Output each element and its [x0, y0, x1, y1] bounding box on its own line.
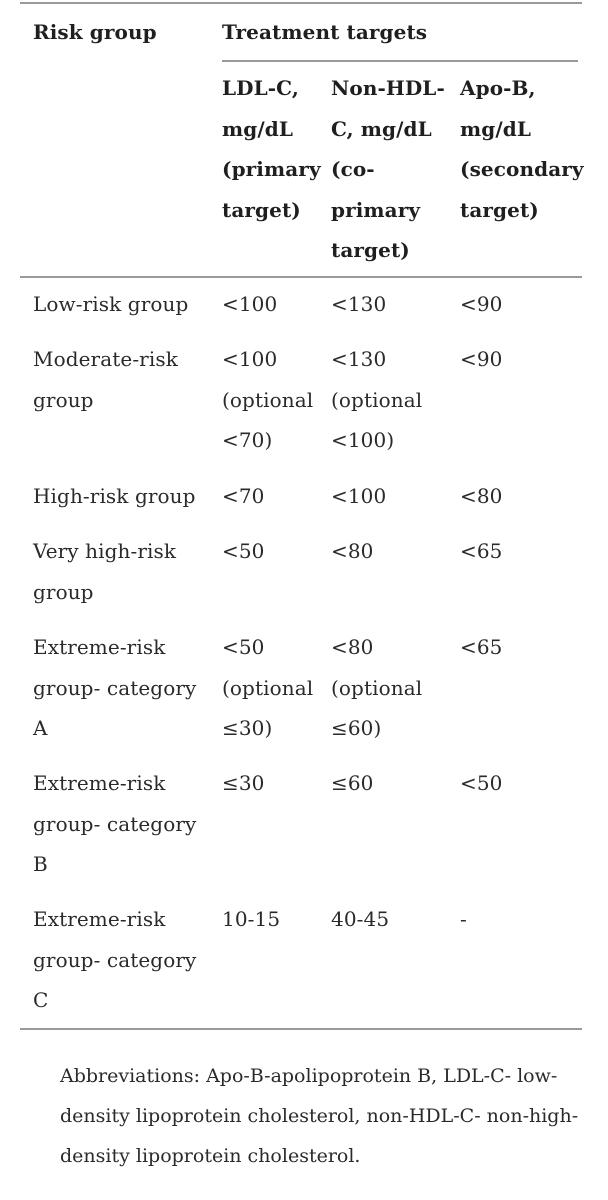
- row-extreme-risk-a-group: [33, 627, 196, 749]
- row-extreme-risk-b-nonhdl: [331, 763, 374, 804]
- table-top-rule: [20, 2, 582, 4]
- row-high-risk-nonhdl: [331, 476, 386, 517]
- row-extreme-risk-a-nonhdl: [331, 627, 422, 749]
- abbreviations-footnote: Abbreviations: Apo-B-apolipoprotein B, LDL-C- low-density lipoprotein cholesterol, non-HDL-C- non-high-density lipoprotein cholesterol.: [60, 1065, 579, 1167]
- row-high-risk-group: [33, 476, 196, 517]
- header-bottom-rule: [20, 276, 582, 278]
- row-low-risk-group: [33, 284, 188, 325]
- nonhdl-value-line: ≤60: [331, 771, 374, 795]
- row-extreme-risk-c-nonhdl: [331, 899, 389, 940]
- header-treatment-targets: Treatment targets: [222, 20, 428, 44]
- ldl-value-line: <50: [222, 539, 265, 563]
- nonhdl-value-line: <80: [331, 539, 374, 563]
- ldl-value-line: <50: [222, 635, 265, 659]
- risk-group-line: B: [33, 852, 48, 876]
- apob-value-line: <90: [460, 347, 503, 371]
- row-low-risk-nonhdl: [331, 284, 386, 325]
- nonhdl-value-line: <100: [331, 484, 387, 508]
- nonhdl-value-line: <130: [331, 292, 387, 316]
- apob-value-line: <50: [460, 771, 503, 795]
- risk-group-line: High-risk group: [33, 484, 196, 508]
- ldl-value-line: <70: [222, 484, 265, 508]
- nonhdl-value-line: (optional: [331, 675, 423, 700]
- nonhdl-value-line: (optional: [331, 387, 423, 412]
- header-ldl-c-line: target): [222, 197, 301, 222]
- risk-group-line: Moderate-risk: [33, 347, 178, 371]
- risk-group-line: C: [33, 988, 49, 1012]
- nonhdl-value-line: <130: [331, 347, 387, 371]
- header-ldl-c-line: (primary: [222, 157, 321, 181]
- header-apo-b-line: (secondary: [460, 157, 584, 181]
- ldl-value-line: <100: [222, 292, 278, 316]
- header-apo-b-line: Apo-B,: [460, 76, 536, 100]
- nonhdl-value-line: <100): [331, 428, 395, 452]
- apob-value-line: <90: [460, 292, 503, 316]
- apob-value-line: -: [460, 907, 467, 931]
- header-ldl-c-line: LDL-C,: [222, 76, 299, 100]
- risk-group-line: Low-risk group: [33, 292, 189, 316]
- table-bottom-rule: [20, 1028, 582, 1030]
- header-non-hdl-c-line: C, mg/dL: [331, 116, 432, 141]
- apob-value-line: <80: [460, 484, 503, 508]
- risk-group-line: Extreme-risk: [33, 771, 166, 795]
- ldl-value-line: ≤30): [222, 716, 273, 740]
- row-very-high-risk-ldl: [222, 531, 265, 572]
- row-extreme-risk-c-ldl: [222, 899, 280, 940]
- header-ldl-c: [222, 68, 321, 230]
- ldl-value-line: (optional: [222, 387, 314, 412]
- row-very-high-risk-apob: [460, 531, 503, 572]
- row-high-risk-ldl: [222, 476, 265, 517]
- header-ldl-c-line: mg/dL: [222, 116, 293, 141]
- ldl-value-line: <70): [222, 428, 273, 452]
- header-non-hdl-c-line: primary: [331, 197, 421, 222]
- row-extreme-risk-a-ldl: [222, 627, 313, 749]
- risk-group-line: group: [33, 579, 94, 604]
- risk-group-line: Extreme-risk: [33, 907, 166, 931]
- header-non-hdl-c-line: target): [331, 238, 410, 262]
- row-high-risk-apob: [460, 476, 503, 517]
- header-apo-b: [460, 68, 584, 230]
- nonhdl-value-line: ≤60): [331, 716, 382, 740]
- apob-value-line: <65: [460, 539, 503, 563]
- header-non-hdl-c-line: Non-HDL-: [331, 76, 445, 100]
- row-extreme-risk-b-ldl: [222, 763, 265, 804]
- risk-group-line: A: [33, 716, 48, 740]
- header-non-hdl-c-line: (co-: [331, 157, 375, 181]
- ldl-value-line: (optional: [222, 675, 314, 700]
- row-moderate-risk-apob: [460, 339, 503, 380]
- row-very-high-risk-group: [33, 531, 176, 612]
- row-extreme-risk-c-group: [33, 899, 196, 1021]
- row-low-risk-apob: [460, 284, 503, 325]
- risk-group-line: group- category: [33, 947, 197, 972]
- row-moderate-risk-nonhdl: [331, 339, 422, 461]
- row-very-high-risk-nonhdl: [331, 531, 374, 572]
- nonhdl-value-line: 40-45: [331, 907, 390, 931]
- row-extreme-risk-b-group: [33, 763, 196, 885]
- row-extreme-risk-c-apob: [460, 899, 467, 940]
- row-extreme-risk-a-apob: [460, 627, 503, 668]
- ldl-value-line: <100: [222, 347, 278, 371]
- nonhdl-value-line: <80: [331, 635, 374, 659]
- row-low-risk-ldl: [222, 284, 277, 325]
- row-extreme-risk-b-apob: [460, 763, 503, 804]
- header-non-hdl-c: [331, 68, 445, 271]
- row-moderate-risk-ldl: [222, 339, 313, 461]
- risk-group-line: Very high-risk: [33, 539, 177, 563]
- risk-group-line: Extreme-risk: [33, 635, 166, 659]
- ldl-value-line: 10-15: [222, 907, 281, 931]
- treatment-targets-underline: [222, 60, 578, 62]
- row-moderate-risk-group: [33, 339, 178, 420]
- apob-value-line: <65: [460, 635, 503, 659]
- risk-group-line: group- category: [33, 811, 197, 836]
- header-apo-b-line: target): [460, 197, 539, 222]
- risk-group-line: group: [33, 387, 94, 412]
- header-risk-group: Risk group: [33, 20, 157, 44]
- risk-group-line: group- category: [33, 675, 197, 700]
- header-apo-b-line: mg/dL: [460, 116, 531, 141]
- ldl-value-line: ≤30: [222, 771, 265, 795]
